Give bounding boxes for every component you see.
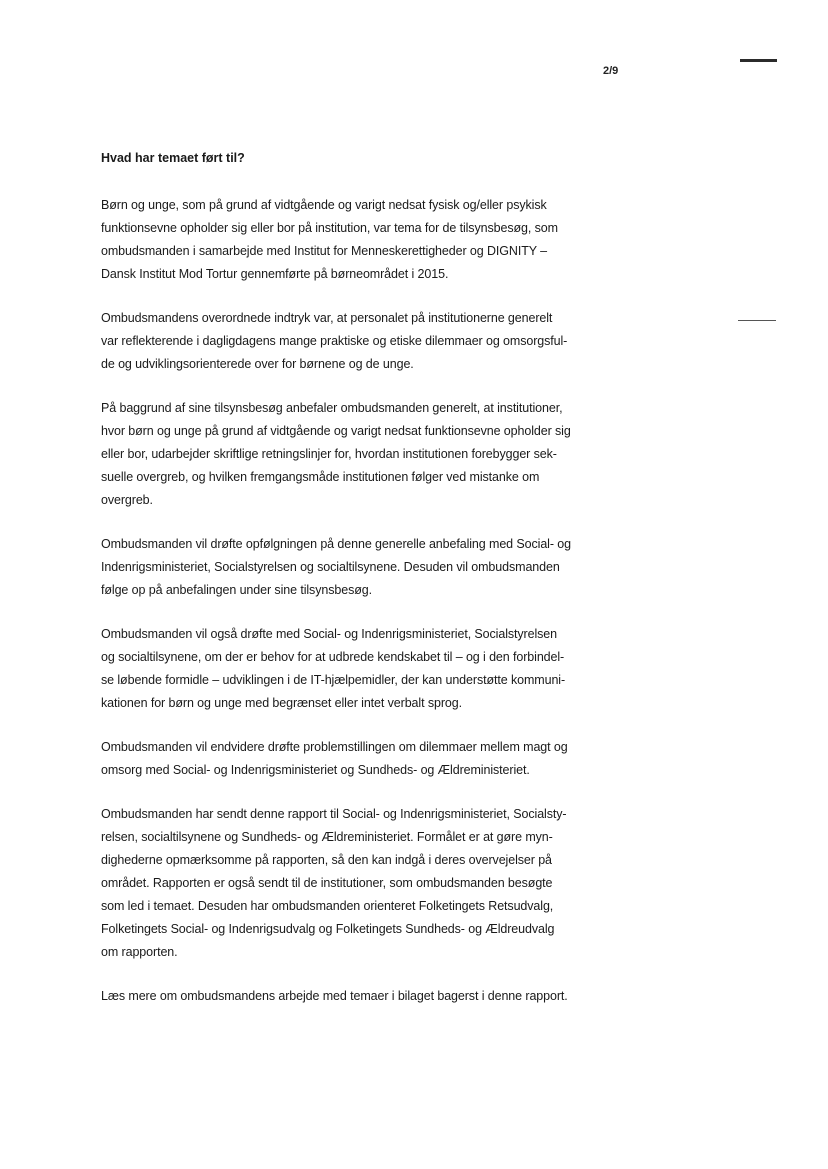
paragraph-8: [101, 985, 611, 1008]
paragraph-7: [101, 803, 611, 964]
text-line: Folketingets Social- og Indenrigsudvalg og Folketingets Sundheds- og Ældreudvalg: [101, 922, 555, 936]
text-line: og socialtilsynene, om der er behov for at udbrede kendskabet til – og i den forbindel-: [101, 650, 565, 664]
text-line: Dansk Institut Mod Tortur gennemførte på børneområdet i 2015.: [101, 267, 449, 281]
text-line: som led i temaet. Desuden har ombudsmanden orienteret Folketingets Retsudvalg,: [101, 899, 554, 913]
text-line: følge op på anbefalingen under sine tilsynsbesøg.: [101, 583, 372, 597]
text-line: ombudsmanden i samarbejde med Institut for Menneskerettigheder og DIGNITY –: [101, 244, 547, 258]
text-line: hvor børn og unge på grund af vidtgående og varigt nedsat funktionsevne opholder sig: [101, 424, 571, 438]
text-line: omsorg med Social- og Indenrigsministeriet og Sundheds- og Ældreministeriet.: [101, 763, 530, 777]
text-line: Ombudsmanden har sendt denne rapport til Social- og Indenrigsministeriet, Socialsty-: [101, 807, 567, 821]
section-heading: Hvad har temaet ført til?: [101, 151, 245, 165]
text-line: kationen for børn og unge med begrænset eller intet verbalt sprog.: [101, 696, 462, 710]
document-body: [101, 147, 611, 1029]
text-line: Indenrigsministeriet, Socialstyrelsen og socialtilsynene. Desuden vil ombudsmanden: [101, 560, 560, 574]
text-line: Børn og unge, som på grund af vidtgående og varigt nedsat fysisk og/eller psykisk: [101, 198, 547, 212]
text-line: området. Rapporten er også sendt til de institutioner, som ombudsmanden besøgte: [101, 876, 553, 890]
text-line: Ombudsmanden vil også drøfte med Social- og Indenrigsministeriet, Socialstyrelsen: [101, 627, 557, 641]
text-line: relsen, socialtilsynene og Sundheds- og Ældreministeriet. Formålet er at gøre myn-: [101, 830, 553, 844]
text-line: suelle overgreb, og hvilken fremgangsmåde institutionen følger ved mistanke om: [101, 470, 540, 484]
text-line: Ombudsmanden vil endvidere drøfte problemstillingen om dilemmaer mellem magt og: [101, 740, 568, 754]
paragraph-3: [101, 397, 611, 512]
text-line: om rapporten.: [101, 945, 178, 959]
page-number: 2/9: [603, 65, 619, 77]
text-line: Ombudsmandens overordnede indtryk var, at personalet på institutionerne generelt: [101, 311, 553, 325]
paragraph-6: [101, 736, 611, 782]
text-line: eller bor, udarbejder skriftlige retningslinjer for, hvordan institutionen forebygger sek-: [101, 447, 557, 461]
text-line: På baggrund af sine tilsynsbesøg anbefaler ombudsmanden generelt, at institutioner,: [101, 401, 563, 415]
paragraph-5: [101, 623, 611, 715]
text-line: Ombudsmanden vil drøfte opfølgningen på denne generelle anbefaling med Social- og: [101, 537, 571, 551]
text-line: funktionsevne opholder sig eller bor på institution, var tema for de tilsynsbesøg, som: [101, 221, 558, 235]
text-line: var reflekterende i dagligdagens mange praktiske og etiske dilemmaer og omsorgsful-: [101, 334, 568, 348]
text-line: se løbende formidle – udviklingen i de IT-hjælpemidler, der kan understøtte kommuni-: [101, 673, 566, 687]
paragraph-2: [101, 307, 611, 376]
paragraph-1: [101, 194, 611, 286]
margin-rule-top: [740, 59, 777, 62]
margin-rule-middle: [738, 320, 776, 321]
text-line: Læs mere om ombudsmandens arbejde med temaer i bilaget bagerst i denne rapport.: [101, 989, 568, 1003]
text-line: overgreb.: [101, 493, 153, 507]
text-line: de og udviklingsorienterede over for børnene og de unge.: [101, 357, 414, 371]
text-line: dighederne opmærksomme på rapporten, så den kan indgå i deres overvejelser på: [101, 853, 552, 867]
paragraph-4: [101, 533, 611, 602]
